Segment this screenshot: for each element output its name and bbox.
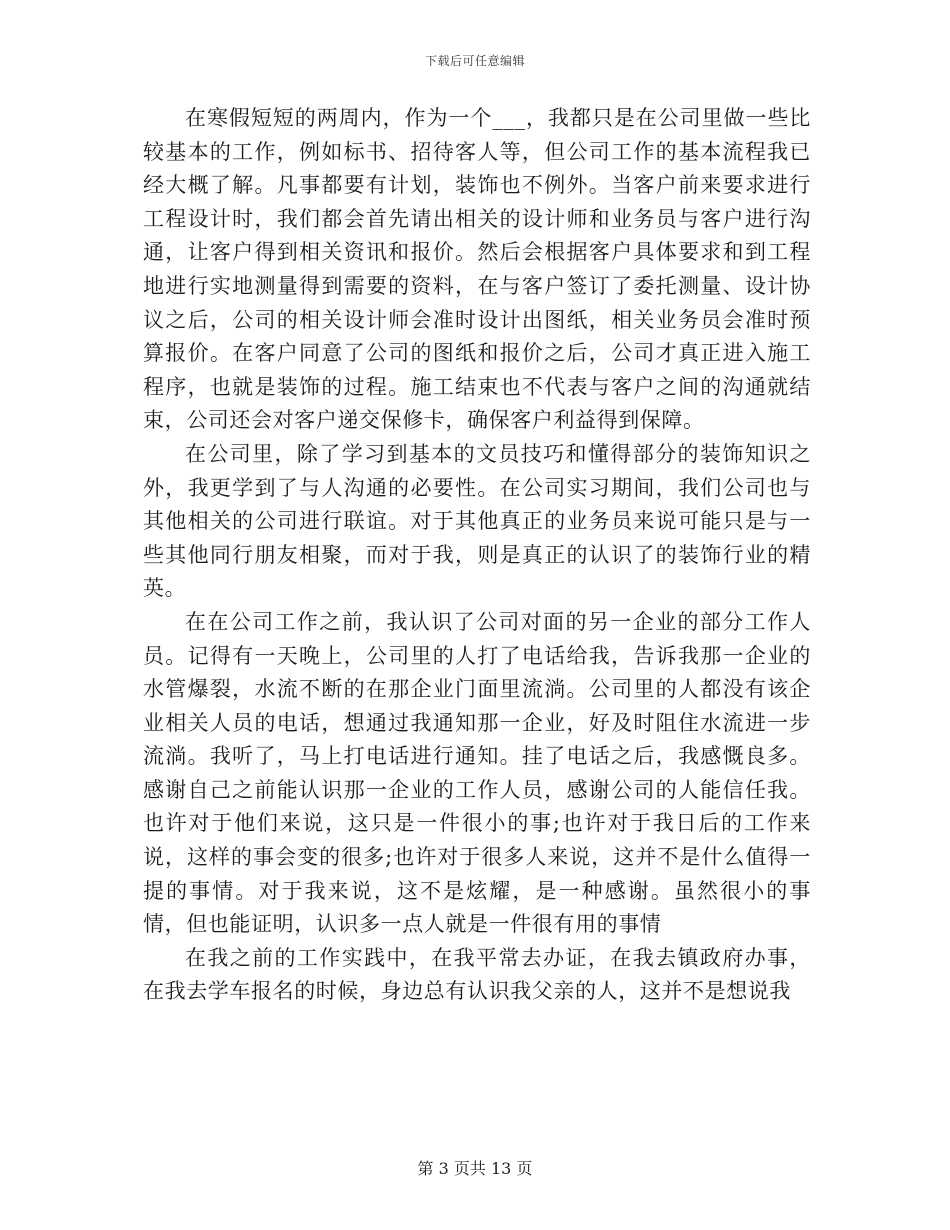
document-body [143, 102, 811, 1009]
paragraph-4: 在我之前的工作实践中，在我平常去办证，在我去镇政府办事，在我去学车报名的时候，身边总有认识我父亲的人，这并不是想说我 [143, 945, 811, 1004]
paragraph-1: 在寒假短短的两周内，作为一个___，我都只是在公司里做一些比较基本的工作，例如标书、招待客人等，但公司工作的基本流程我已经大概了解。凡事都要有计划，装饰也不例外。当客户前来要求进行工程设计时，我们都会首先请出相关的设计师和业务员与客户进行沟通，让客户得到相关资讯和报价。然后会根据客户具体要求和到工程地进行实地测量得到需要的资料，在与客户签订了委托测量、设计协议之后，公司的相关设计师会准时设计出图纸，相关业务员会准时预算报价。在客户同意了公司的图纸和报价之后，公司才真正进入施工程序，也就是装饰的过程。施工结束也不代表与客户之间的沟通就结束，公司还会对客户递交保修卡，确保客户利益得到保障。 [143, 106, 811, 433]
page-number: 第 3 页共 13 页 [417, 1159, 533, 1178]
page-header: 下载后可任意编辑 [424, 54, 525, 68]
paragraph-3: 在在公司工作之前，我认识了公司对面的另一企业的部分工作人员。记得有一天晚上，公司里的人打了电话给我，告诉我那一企业的水管爆裂，水流不断的在那企业门面里流淌。公司里的人都没有该企业相关人员的电话，想通过我通知那一企业，好及时阻住水流进一步流淌。我听了，马上打电话进行通知。挂了电话之后，我感慨良多。感谢自己之前能认识那一企业的工作人员，感谢公司的人能信任我。也许对于他们来说，这只是一件很小的事;也许对于我日后的工作来说，这样的事会变的很多;也许对于很多人来说，这并不是什么值得一提的事情。对于我来说，这不是炫耀，是一种感谢。虽然很小的事情，但也能证明，认识多一点人就是一件很有用的事情 [143, 609, 811, 937]
paragraph-2: 在公司里，除了学习到基本的文员技巧和懂得部分的装饰知识之外，我更学到了与人沟通的必要性。在公司实习期间，我们公司也与其他相关的公司进行联谊。对于其他真正的业务员来说可能只是与一些其他同行朋友相聚，而对于我，则是真正的认识了的装饰行业的精英。 [143, 441, 811, 601]
